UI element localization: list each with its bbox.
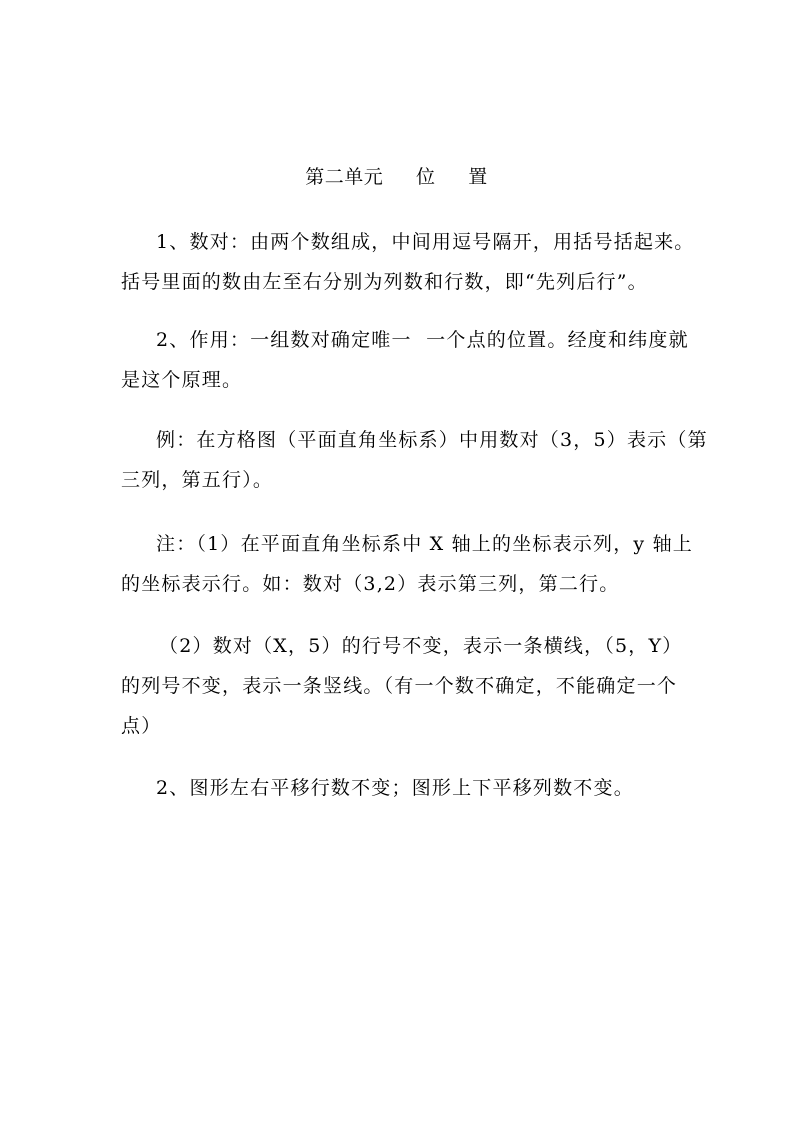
paragraph-line: 三列，第五行）。 — [121, 469, 274, 491]
paragraph-example — [121, 420, 708, 500]
paragraph-line: 例：在方格图（平面直角坐标系）中用数对（3，5）表示（第 — [156, 429, 708, 451]
paragraph-line: 2、作用：一组数对确定唯一 一个点的位置。经度和纬度就 — [156, 329, 689, 351]
paragraph-translation — [121, 768, 681, 808]
paragraph-line: 是这个原理。 — [121, 369, 243, 391]
page-title: 第二单元 位 置 — [305, 166, 488, 188]
paragraph-note-1 — [121, 524, 693, 604]
paragraph-line: 1、数对：由两个数组成，中间用逗号隔开，用括号括起来。 — [156, 231, 695, 253]
paragraph-line: 2、图形左右平移行数不变；图形上下平移列数不变。 — [156, 777, 634, 799]
paragraph-line: 注：（1）在平面直角坐标系中 X 轴上的坐标表示列，y 轴上 — [156, 533, 693, 555]
paragraph-line: （2）数对（X，5）的行号不变，表示一条横线，（5，Y） — [159, 635, 683, 657]
paragraph-function — [121, 320, 689, 400]
paragraph-number-pair — [121, 222, 695, 302]
paragraph-line: 括号里面的数由左至右分别为列数和行数，即“先列后行”。 — [121, 271, 648, 293]
paragraph-line: 的坐标表示行。如：数对（3,2）表示第三列，第二行。 — [121, 573, 620, 595]
paragraph-note-2 — [121, 626, 681, 746]
paragraph-line: 的列号不变，表示一条竖线。（有一个数不确定，不能确定一个 — [121, 675, 678, 697]
paragraph-line: 点） — [121, 715, 162, 737]
